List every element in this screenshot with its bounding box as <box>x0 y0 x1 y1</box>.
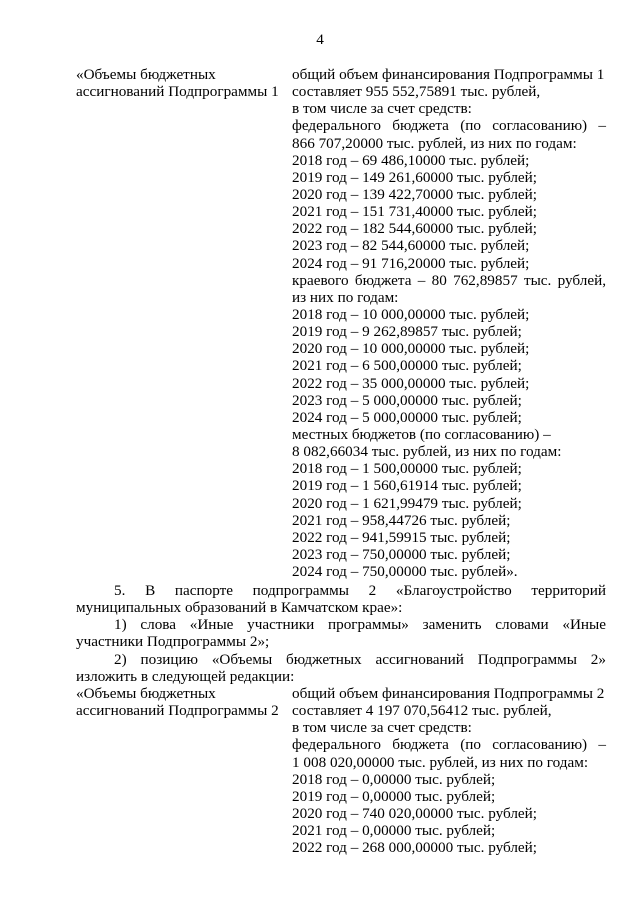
funding-table-subprogram-2 <box>76 685 606 856</box>
label-line: «Объемы бюджетных <box>76 66 216 83</box>
detail-line: 2020 год – 740 020,00000 тыс. рублей; <box>292 804 537 822</box>
detail-line: 2018 год – 1 500,00000 тыс. рублей; <box>292 460 522 478</box>
paragraph-line: изложить в следующей редакции: <box>76 667 295 685</box>
detail-line: 1 008 020,00000 тыс. рублей, из них по годам: <box>292 753 589 771</box>
detail-line: 2018 год – 69 486,10000 тыс. рублей; <box>292 151 530 169</box>
detail-line: 2024 год – 5 000,00000 тыс. рублей; <box>292 408 522 426</box>
detail-line: общий объем финансирования Подпрограммы 1 <box>292 66 605 83</box>
detail-line: 8 082,66034 тыс. рублей, из них по годам: <box>292 443 562 461</box>
detail-line: 2024 год – 750,00000 тыс. рублей». <box>292 563 518 581</box>
detail-line: 2021 год – 958,44726 тыс. рублей; <box>292 511 511 529</box>
detail-line: 2019 год – 149 261,60000 тыс. рублей; <box>292 168 537 186</box>
funding-table-subprogram-1 <box>76 66 606 580</box>
detail-line: 2024 год – 91 716,20000 тыс. рублей; <box>292 254 530 272</box>
detail-line: 2022 год – 35 000,00000 тыс. рублей; <box>292 374 530 392</box>
funding-label-cell <box>76 685 292 856</box>
funding-details-cell <box>292 685 606 856</box>
paragraph-line: 2) позицию «Объемы бюджетных ассигнований Подпрограммы 2» <box>114 650 606 668</box>
detail-line: 2021 год – 0,00000 тыс. рублей; <box>292 822 496 840</box>
paragraph-line: 1) слова «Иные участники программы» заменить словами «Иные <box>114 616 606 634</box>
detail-line: 2018 год – 0,00000 тыс. рублей; <box>292 770 496 788</box>
detail-line: 2023 год – 750,00000 тыс. рублей; <box>292 545 511 563</box>
detail-line: 2021 год – 151 731,40000 тыс. рублей; <box>292 203 537 221</box>
paragraph-line: участники Подпрограммы 2»; <box>76 633 270 651</box>
label-line: «Объемы бюджетных <box>76 685 216 702</box>
page-number: 4 <box>316 31 324 48</box>
detail-line: 2022 год – 182 544,60000 тыс. рублей; <box>292 220 537 238</box>
detail-line: 2019 год – 0,00000 тыс. рублей; <box>292 787 496 805</box>
funding-details-cell <box>292 66 606 580</box>
detail-line: общий объем финансирования Подпрограммы 2 <box>292 685 605 702</box>
detail-line: 2020 год – 10 000,00000 тыс. рублей; <box>292 340 530 358</box>
detail-line: 2018 год – 10 000,00000 тыс. рублей; <box>292 305 530 323</box>
funding-label-cell <box>76 66 292 580</box>
detail-line: 866 707,20000 тыс. рублей, из них по годам: <box>292 134 577 152</box>
label-line: ассигнований Подпрограммы 1 <box>76 83 279 101</box>
paragraph-line: 5. В паспорте подпрограммы 2 «Благоустройство территорий <box>114 582 606 599</box>
detail-line: 2022 год – 268 000,00000 тыс. рублей; <box>292 839 537 857</box>
detail-line: местных бюджетов (по согласованию) – <box>292 425 551 443</box>
detail-line: 2019 год – 9 262,89857 тыс. рублей; <box>292 323 522 341</box>
detail-line: 2022 год – 941,59915 тыс. рублей; <box>292 528 511 546</box>
body-paragraphs <box>76 582 606 685</box>
detail-line: федерального бюджета (по согласованию) – <box>292 736 606 754</box>
paragraph-line: муниципальных образований в Камчатском крае»: <box>76 599 403 617</box>
detail-line: федерального бюджета (по согласованию) – <box>292 117 606 135</box>
detail-line: из них по годам: <box>292 288 399 306</box>
detail-line: в том числе за счет средств: <box>292 100 472 118</box>
detail-line: краевого бюджета – 80 762,89857 тыс. рублей, <box>292 271 606 289</box>
detail-line: 2023 год – 5 000,00000 тыс. рублей; <box>292 391 522 409</box>
detail-line: 2019 год – 1 560,61914 тыс. рублей; <box>292 477 522 495</box>
detail-line: составляет 4 197 070,56412 тыс. рублей, <box>292 702 552 720</box>
detail-line: составляет 955 552,75891 тыс. рублей, <box>292 83 541 101</box>
label-line: ассигнований Подпрограммы 2 <box>76 702 279 720</box>
detail-line: в том числе за счет средств: <box>292 719 472 737</box>
detail-line: 2021 год – 6 500,00000 тыс. рублей; <box>292 357 522 375</box>
detail-line: 2020 год – 139 422,70000 тыс. рублей; <box>292 185 537 203</box>
detail-line: 2023 год – 82 544,60000 тыс. рублей; <box>292 237 530 255</box>
detail-line: 2020 год – 1 621,99479 тыс. рублей; <box>292 494 522 512</box>
